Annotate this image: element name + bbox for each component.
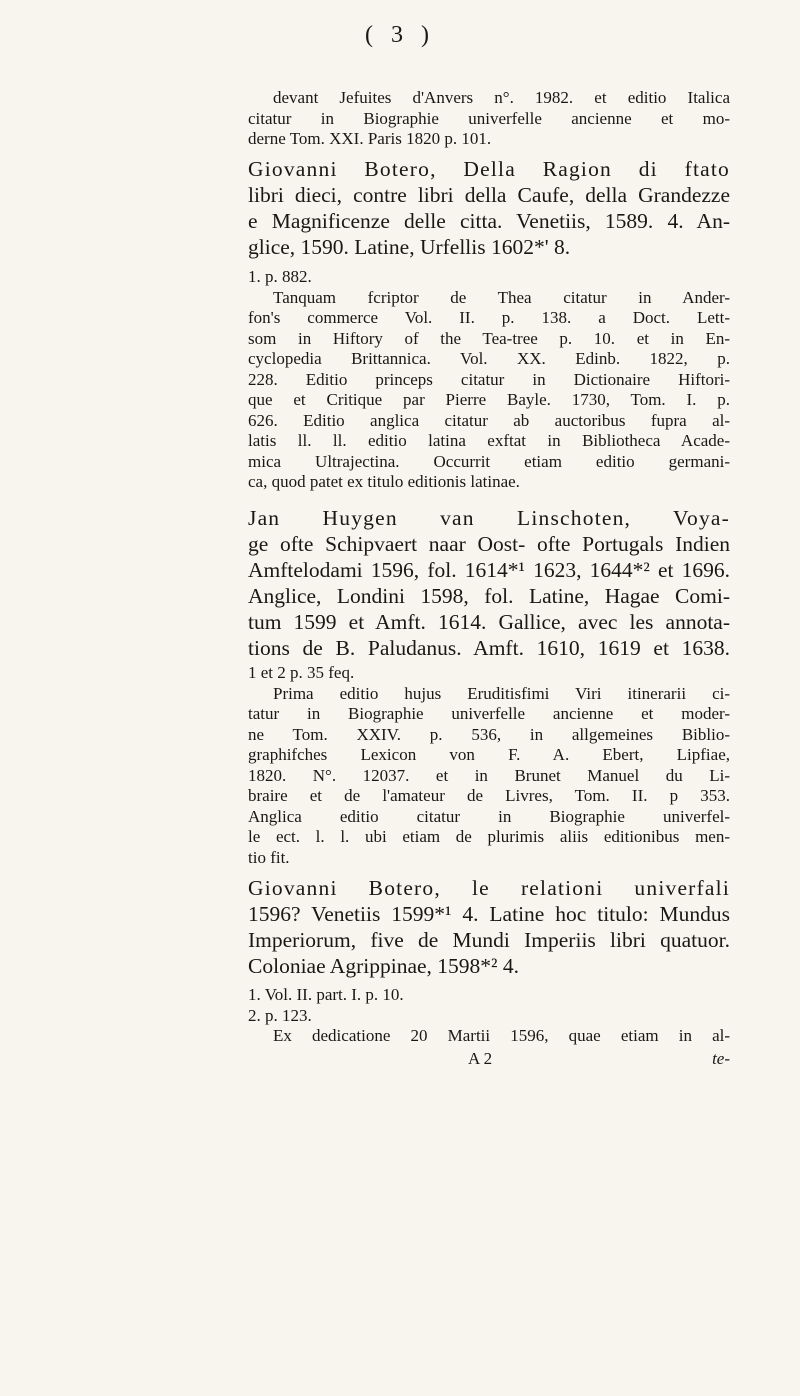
text-line: latis ll. ll. editio latina exftat in Bibliotheca Acade-	[248, 431, 730, 450]
text-line: Giovanni Botero, Della Ragion di ftato	[248, 157, 730, 181]
text-line: derne Tom. XXI. Paris 1820 p. 101.	[248, 129, 492, 148]
text-line: Giovanni Botero, le relationi univerfali	[248, 876, 730, 900]
text-line: Prima editio hujus Eruditisfimi Viri itinerarii ci-	[273, 683, 730, 703]
catchword: te-	[712, 1049, 730, 1068]
text-line: fon's commerce Vol. II. p. 138. a Doct. Lett-	[248, 308, 730, 327]
text-line: Amftelodami 1596, fol. 1614*¹ 1623, 1644*² et 1696.	[248, 558, 730, 582]
text-line: le ect. l. l. ubi etiam de plurimis aliis editionibus men-	[248, 827, 730, 846]
text-line: 228. Editio princeps citatur in Dictionaire Hiftori-	[248, 369, 730, 389]
text-line: tum 1599 et Amft. 1614. Gallice, avec les annota-	[248, 610, 730, 634]
text-line: devant Jefuites d'Anvers n°. 1982. et editio Italica	[273, 88, 730, 107]
text-line: 1820. N°. 12037. et in Brunet Manuel du Li-	[248, 765, 730, 785]
footnote-block-4	[248, 985, 730, 1047]
text-line: tio fit.	[248, 847, 290, 867]
text-line: ne Tom. XXIV. p. 536, in allgemeines Biblio-	[248, 724, 730, 744]
page-footer	[248, 1049, 730, 1069]
entry-botero-ragion	[248, 156, 730, 260]
text-line: tatur in Biographie univerfelle ancienne et moder-	[248, 704, 730, 723]
text-line: tions de B. Paludanus. Amft. 1610, 1619 et 1638.	[248, 636, 730, 660]
text-line: Imperiorum, five de Mundi Imperiis libri quatuor.	[248, 928, 730, 952]
text-line: braire et de l'amateur de Livres, Tom. II. p 353.	[248, 786, 730, 805]
text-line: 626. Editio anglica citatur ab auctoribus fupra al-	[248, 410, 730, 430]
text-line: e Magnificenze delle citta. Venetiis, 1589. 4. An-	[248, 209, 730, 233]
text-line: mica Ultrajectina. Occurrit etiam editio germani-	[248, 451, 730, 471]
text-line: 2. p. 123.	[248, 1005, 312, 1025]
text-line: cyclopedia Brittannica. Vol. XX. Edinb. 1822, p.	[248, 349, 730, 368]
text-line: citatur in Biographie univerfelle ancienne et mo-	[248, 108, 730, 128]
text-line: 1 et 2 p. 35 feq.	[248, 663, 355, 682]
text-line: 1596? Venetiis 1599*¹ 4. Latine hoc titulo: Mundus	[248, 902, 730, 926]
text-line: Tanquam fcriptor de Thea citatur in Ander-	[273, 287, 730, 307]
entry-linschoten-voyage	[248, 505, 730, 661]
page-number: ( 3 )	[365, 22, 435, 48]
text-line: glice, 1590. Latine, Urfellis 1602*' 8.	[248, 235, 571, 259]
footnote-block-1	[248, 88, 730, 150]
text-line: libri dieci, contre libri della Caufe, della Grandezze	[248, 183, 730, 207]
footnote-block-2	[248, 267, 730, 493]
text-line: que et Critique par Pierre Bayle. 1730, Tom. I. p.	[248, 390, 730, 409]
signature-mark: A 2	[468, 1049, 493, 1068]
text-line: 1. Vol. II. part. I. p. 10.	[248, 985, 404, 1004]
text-line: Anglica editio citatur in Biographie univerfel-	[248, 806, 730, 826]
footnote-block-3	[248, 663, 730, 868]
entry-botero-relationi	[248, 875, 730, 979]
text-line: Coloniae Agrippinae, 1598*² 4.	[248, 954, 519, 978]
text-line: graphifches Lexicon von F. A. Ebert, Lipfiae,	[248, 745, 730, 764]
text-line: Jan Huygen van Linschoten, Voya-	[248, 506, 730, 530]
text-line: ca, quod patet ex titulo editionis latinae.	[248, 472, 520, 491]
text-line: Ex dedicatione 20 Martii 1596, quae etiam in al-	[273, 1026, 730, 1045]
text-line: 1. p. 882.	[248, 267, 312, 286]
text-line: Anglice, Londini 1598, fol. Latine, Hagae Comi-	[248, 584, 730, 608]
text-line: ge ofte Schipvaert naar Oost- ofte Portugals Indien	[248, 532, 730, 556]
text-line: som in Hiftory of the Tea-tree p. 10. et in En-	[248, 328, 730, 348]
